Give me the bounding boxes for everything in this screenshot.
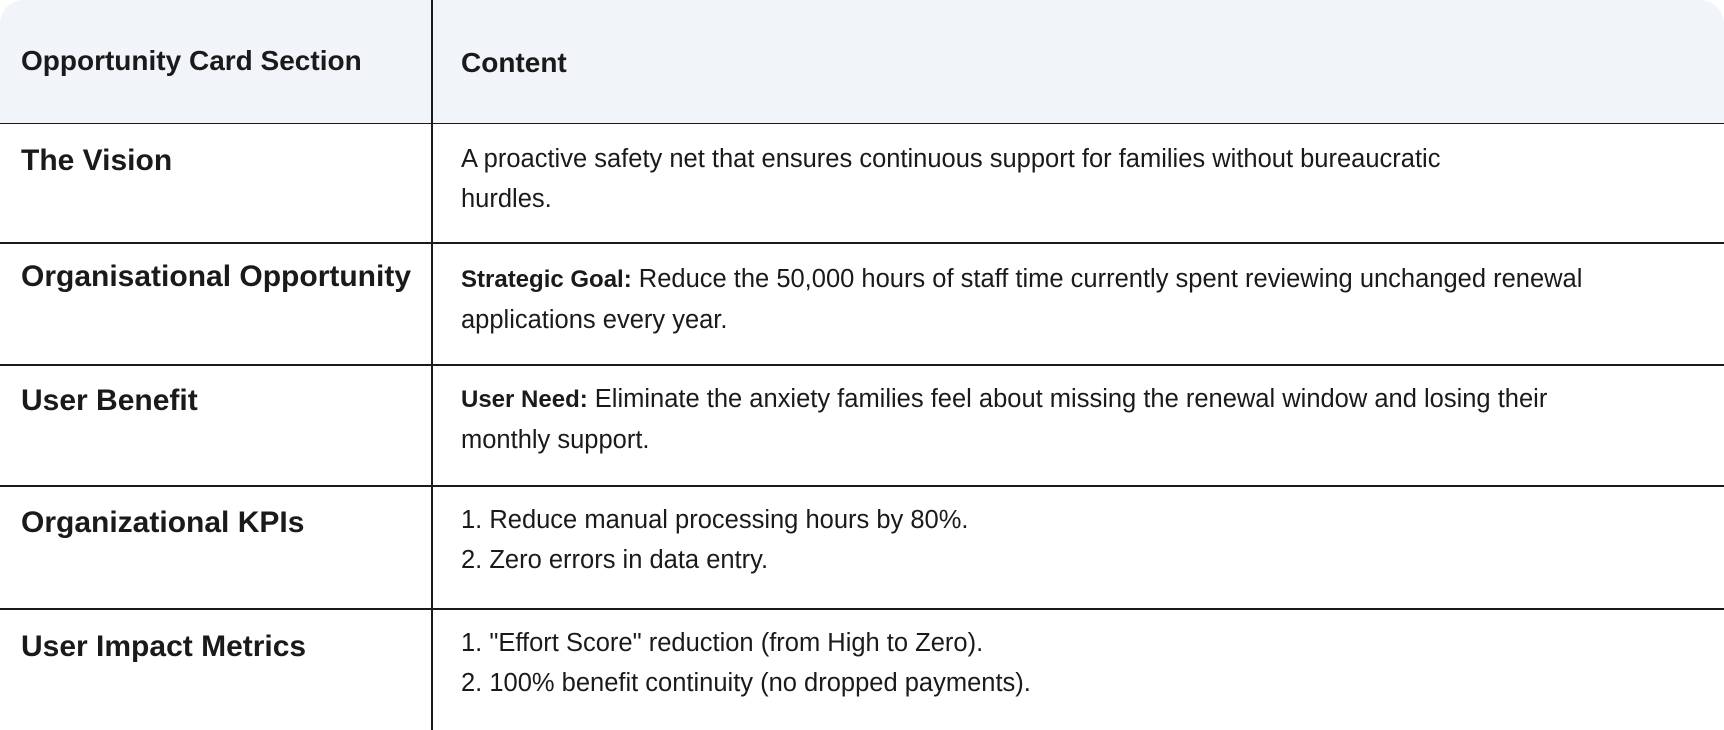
content-line [461,259,1582,300]
strategic-goal-label: Strategic Goal: [461,266,632,293]
content-line: A proactive safety net that ensures continuous support for families without bureaucratic [461,145,1441,173]
content-cell [461,259,1582,340]
section-label: Organisational Opportunity [21,260,412,293]
section-label: The Vision [21,144,173,177]
header-content: Content [461,47,567,78]
content-line [461,379,1547,420]
column-divider [431,0,433,730]
content-line: 1. "Effort Score" reduction (from High to Zero). [461,629,984,657]
section-label: User Impact Metrics [21,630,307,663]
content-text: Reduce the 50,000 hours of staff time currently spent reviewing unchanged renewal [631,265,1583,293]
row-divider [0,242,1724,244]
row-divider [0,364,1724,366]
user-need-label: User Need: [461,386,588,413]
header-section: Opportunity Card Section [21,45,362,76]
content-line: applications every year. [461,306,728,334]
row-divider [0,608,1724,610]
section-label: User Benefit [21,384,198,417]
content-cell [461,139,1440,219]
content-line: 1. Reduce manual processing hours by 80%. [461,506,969,534]
content-cell [461,623,1031,703]
content-cell [461,500,968,580]
content-cell [461,379,1547,460]
content-line: 2. Zero errors in data entry. [461,546,769,574]
content-line: monthly support. [461,426,650,454]
section-label: Organizational KPIs [21,506,305,539]
table-header-row [0,0,1724,124]
content-text: Eliminate the anxiety families feel about missing the renewal window and losing their [587,385,1548,413]
content-line: hurdles. [461,185,552,213]
content-line: 2. 100% benefit continuity (no dropped payments). [461,669,1031,697]
row-divider [0,485,1724,487]
